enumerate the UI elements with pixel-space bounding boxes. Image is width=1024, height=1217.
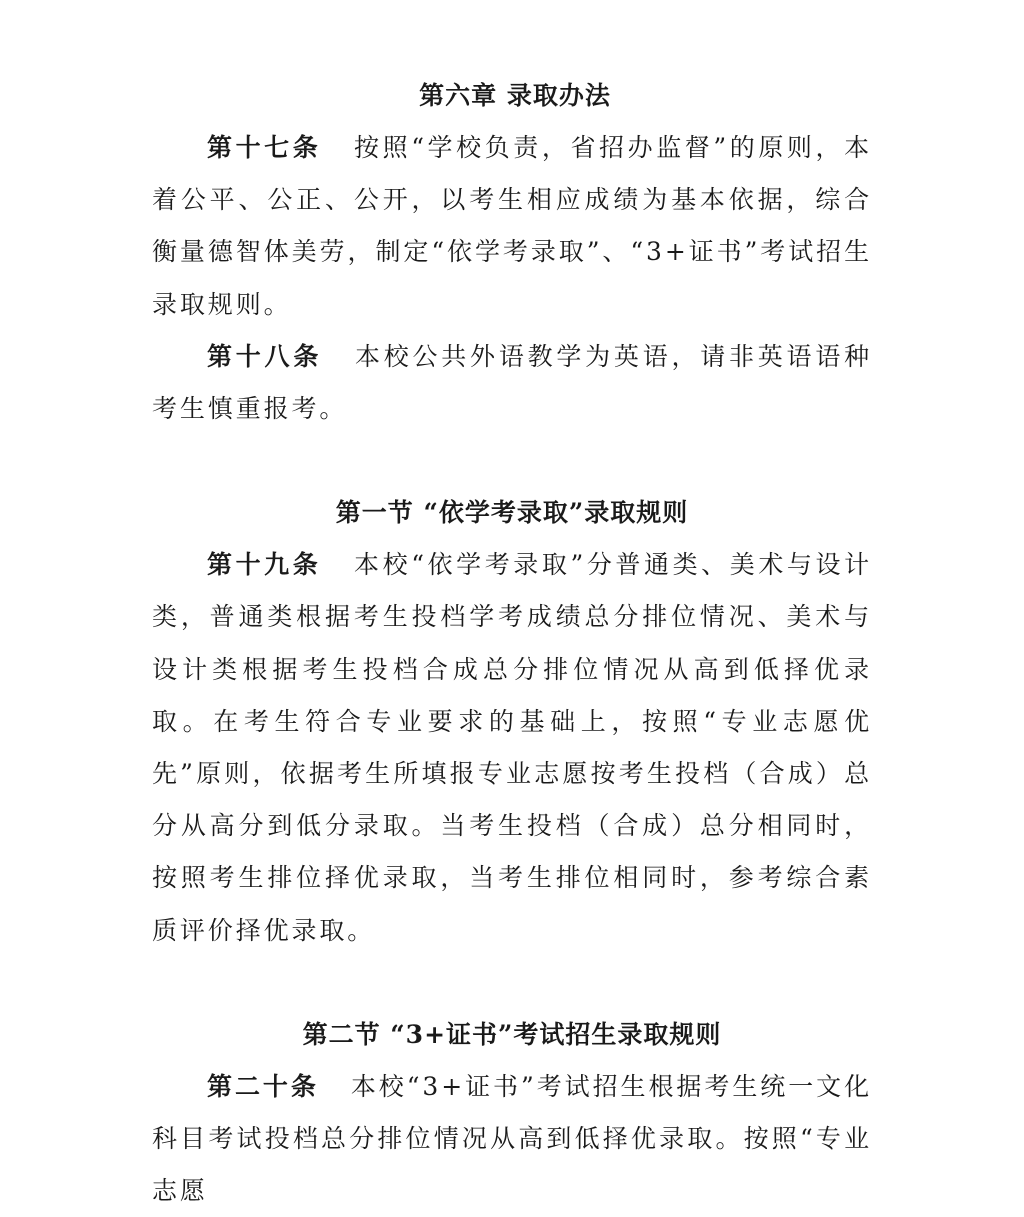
article-18-text: 本校公共外语教学为英语，请非英语语种考生慎重报考。 [152,341,872,424]
article-17-text: 按照“学校负责，省招办监督”的原则，本着公平、公正、公开，以考生相应成绩为基本依据，综合衡量德智体美劳，制定“依学考录取”、“3+证书”考试招生录取规则。 [152,133,872,319]
section-1-title: 第一节 “依学考录取”录取规则 [335,498,689,528]
article-20 [152,1061,872,1217]
document-page [152,70,872,1217]
article-17 [152,122,872,331]
section-2-title: 第二节 “3+证书”考试招生录取规则 [302,1019,722,1049]
article-17-label: 第十七条 [207,133,322,162]
article-18 [152,331,872,435]
article-18-label: 第十八条 [207,341,323,371]
article-19-label: 第十九条 [207,550,322,580]
article-19-text: 本校“依学考录取”分普通类、美术与设计类，普通类根据考生投档学考成绩总分排位情况、美术与设计类根据考生投档合成总分排位情况从高到低择优录取。在考生符合专业要求的基础上，按照“专业志愿优先”原则，依据考生所填报专业志愿按考生投档（合成）总分从高分到低分录取。当考生投档（合成）总分相同时，按照考生排位择优录取，当考生排位相同时，参考综合素质评价择优录取。 [152,550,872,945]
article-20-text: 本校“3+证书”考试招生根据考生统一文化科目考试投档总分排位情况从高到低择优录取。按照“专业志愿 [152,1071,872,1206]
article-20-label: 第二十条 [207,1071,319,1101]
chapter-title: 第六章 录取办法 [419,81,611,110]
article-19 [152,539,872,957]
